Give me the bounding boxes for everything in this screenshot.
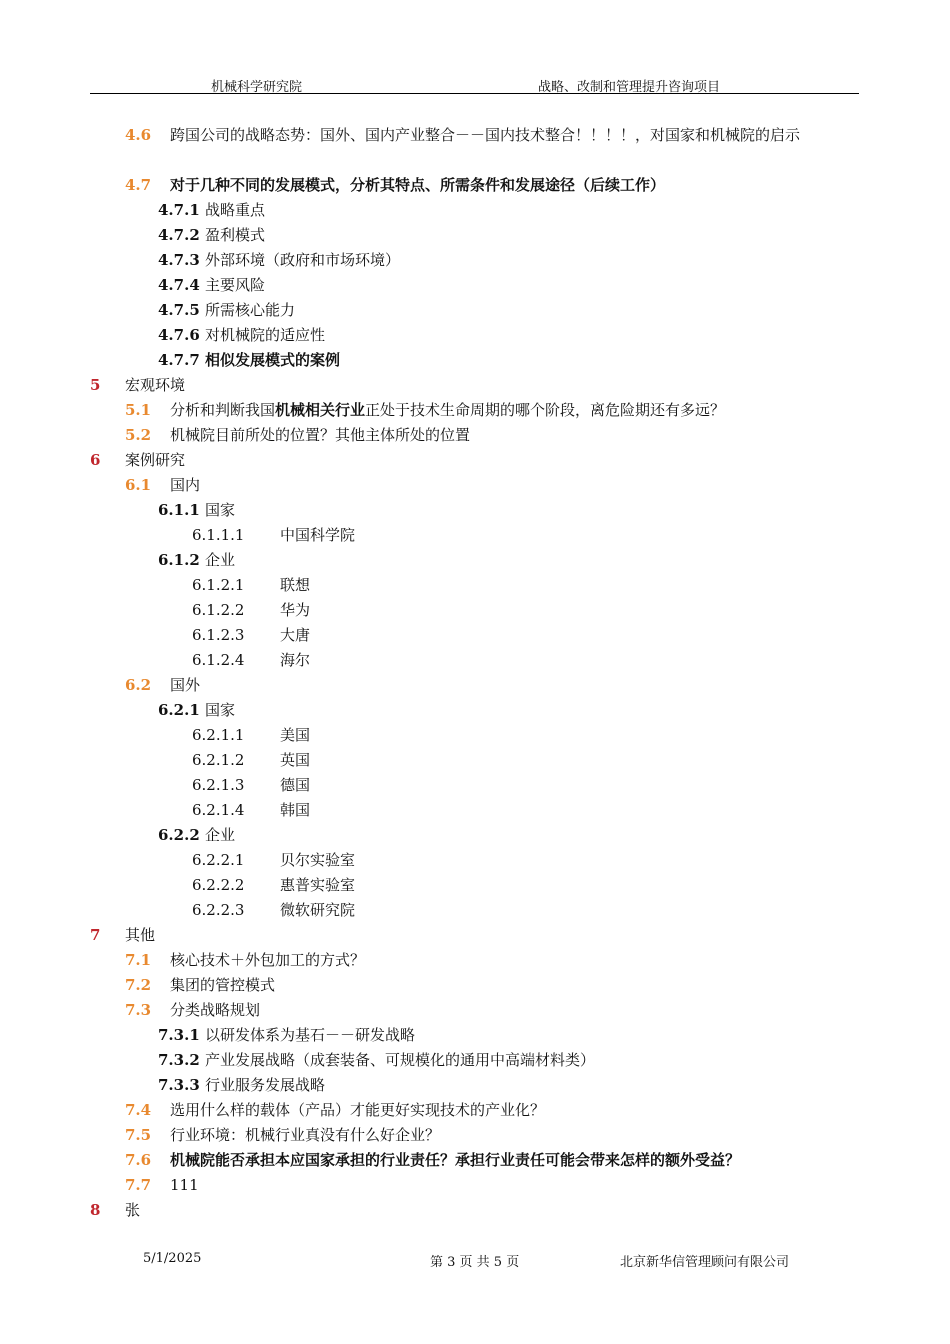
outline-item-text (280, 898, 355, 923)
outline-item-text-part: 案例研究 (125, 451, 186, 469)
outline-item-text (280, 873, 355, 898)
outline-item-text (125, 923, 155, 948)
outline-item-number: 6 (90, 451, 101, 469)
outline-item-text (205, 548, 235, 573)
outline-item-text-part: 宏观环境 (125, 376, 186, 394)
outline-item-text (170, 673, 200, 698)
outline-item-number: 6.2.2 (158, 826, 200, 844)
outline-item-text (280, 848, 355, 873)
outline-item-text-part: 联想 (280, 576, 311, 594)
outline-item-number: 6.2.1.3 (192, 776, 245, 794)
outline-item-text-part: 分类战略规划 (170, 1001, 261, 1019)
outline-item-number: 4.7.4 (158, 276, 200, 294)
footer-date: 5/1/2025 (143, 1251, 202, 1266)
outline-item-text-part: 外部环境（政府和市场环境） (205, 251, 401, 269)
outline-item-number: 7.6 (125, 1151, 152, 1169)
outline-item-text (205, 698, 235, 723)
outline-item-number: 7.3 (125, 1001, 152, 1019)
outline-item-text (280, 748, 310, 773)
outline-item-number: 8 (90, 1201, 101, 1219)
outline-item-text (170, 473, 200, 498)
outline-item-text-part: 战略重点 (205, 201, 266, 219)
outline-item-number: 4.7.5 (158, 301, 200, 319)
outline-item-text (170, 948, 365, 973)
outline-item-text-part: 相似发展模式的案例 (205, 351, 341, 369)
outline-item-text (170, 398, 725, 423)
outline-item-number: 7.3.1 (158, 1026, 200, 1044)
outline-item-text-part: 分析和判断我国 (170, 401, 276, 419)
outline-item-number: 6.1.1 (158, 501, 200, 519)
outline-item-number: 6.2.2.3 (192, 901, 245, 919)
outline-item-text (205, 223, 265, 248)
outline-item-number: 6.2.1.4 (192, 801, 245, 819)
outline-item-number: 6.1.2.4 (192, 651, 245, 669)
outline-item-text (280, 573, 310, 598)
outline-item-text (205, 1048, 595, 1073)
outline-item-number: 4.7.6 (158, 326, 200, 344)
header-org-name: 机械科学研究院 (211, 80, 303, 95)
outline-item-number: 6.2 (125, 676, 152, 694)
outline-item-number: 7.7 (125, 1176, 152, 1194)
outline-item-text-part: 微软研究院 (280, 901, 356, 919)
outline-item-text (205, 198, 265, 223)
outline-item-text (205, 498, 235, 523)
outline-item-text-part: 其他 (125, 926, 156, 944)
outline-item-number: 4.7 (125, 176, 152, 194)
outline-item-text-part: 对于几种不同的发展模式，分析其特点、所需条件和发展途径（后续工作） (170, 176, 666, 194)
outline-item-text-part: 国家 (205, 701, 236, 719)
outline-item-number: 5.1 (125, 401, 152, 419)
outline-item-number: 7.4 (125, 1101, 152, 1119)
outline-item-number: 6.1.2 (158, 551, 200, 569)
header-project-name: 战略、改制和管理提升咨询项目 (538, 80, 721, 95)
outline-item-number: 6.1 (125, 476, 152, 494)
outline-item-text (170, 123, 860, 148)
outline-item-number: 6.2.1 (158, 701, 200, 719)
outline-item-text (125, 1198, 140, 1223)
outline-item-text (170, 1148, 740, 1173)
outline-item-text-part: 英国 (280, 751, 311, 769)
outline-item-text (170, 1173, 199, 1198)
outline-item-number: 5 (90, 376, 101, 394)
outline-item-text-part: 贝尔实验室 (280, 851, 356, 869)
outline-item-text-part: 主要风险 (205, 276, 266, 294)
footer-page-number: 第 3 页 共 5 页 (430, 1255, 520, 1270)
outline-item-text (280, 598, 310, 623)
outline-item-text-part: 企业 (205, 551, 236, 569)
outline-item-number: 6.2.2.1 (192, 851, 245, 869)
outline-item-text-part: 华为 (280, 601, 311, 619)
outline-item-text-part: 国外 (170, 676, 201, 694)
outline-item-text (170, 998, 260, 1023)
outline-item-number: 7.5 (125, 1126, 152, 1144)
outline-item-text (280, 773, 310, 798)
outline-item-text (205, 1023, 415, 1048)
outline-item-text (170, 423, 470, 448)
page-header (90, 76, 859, 94)
outline-item-text-part: 正处于技术生命周期的哪个阶段，离危险期还有多远？ (365, 401, 726, 419)
outline-item-text (125, 448, 185, 473)
outline-item-number: 4.7.1 (158, 201, 200, 219)
outline-item-text (170, 173, 665, 198)
outline-item-text-part: 美国 (280, 726, 311, 744)
outline-item-text-part: 企业 (205, 826, 236, 844)
outline-item-text (205, 348, 340, 373)
outline-item-text-part: 中国科学院 (280, 526, 356, 544)
outline-item-text-part: 机械院目前所处的位置？其他主体所处的位置 (170, 426, 471, 444)
outline-item-text-part: 所需核心能力 (205, 301, 296, 319)
outline-item-text-part: 跨国公司的战略态势：国外、国内产业整合－－国内技术整合！！！！，对国家和机械院的启示 (170, 126, 801, 144)
outline-item-text-part: 对机械院的适应性 (205, 326, 326, 344)
outline-item-text (205, 823, 235, 848)
outline-item-number: 4.7.7 (158, 351, 200, 369)
outline-item-text (205, 298, 295, 323)
outline-item-number: 7 (90, 926, 101, 944)
outline-item-text (170, 1098, 545, 1123)
outline-item-text (280, 523, 355, 548)
outline-item-number: 5.2 (125, 426, 152, 444)
outline-item-number: 6.1.2.2 (192, 601, 245, 619)
outline-item-text-part: 韩国 (280, 801, 311, 819)
outline-item-text-part: 核心技术＋外包加工的方式？ (170, 951, 366, 969)
outline-item-text (280, 648, 310, 673)
outline-item-text-part: 集团的管控模式 (170, 976, 276, 994)
outline-item-text-part: 行业服务发展战略 (205, 1076, 326, 1094)
outline-item-text (280, 723, 310, 748)
outline-item-text-part: 大唐 (280, 626, 311, 644)
outline-item-text-part: 机械院能否承担本应国家承担的行业责任？承担行业责任可能会带来怎样的额外受益？ (170, 1151, 741, 1169)
outline-item-text-part: 选用什么样的载体（产品）才能更好实现技术的产业化？ (170, 1101, 546, 1119)
outline-item-text (125, 373, 185, 398)
outline-item-text-part: 德国 (280, 776, 311, 794)
outline-item-text-part: 盈利模式 (205, 226, 266, 244)
outline-item-number: 6.1.2.3 (192, 626, 245, 644)
outline-item-text-part: 国家 (205, 501, 236, 519)
outline-item-number: 4.7.2 (158, 226, 200, 244)
outline-item-number: 7.2 (125, 976, 152, 994)
outline-item-text (280, 798, 310, 823)
outline-item-text (280, 623, 310, 648)
outline-item-text-part: 产业发展战略（成套装备、可规模化的通用中高端材料类） (205, 1051, 596, 1069)
outline-item-number: 7.3.2 (158, 1051, 200, 1069)
outline-item-number: 6.2.1.1 (192, 726, 245, 744)
outline-item-text (205, 323, 325, 348)
footer-company: 北京新华信管理顾问有限公司 (620, 1255, 790, 1270)
outline-item-text (205, 1073, 325, 1098)
outline-item-number: 6.1.1.1 (192, 526, 245, 544)
outline-item-text (170, 1123, 440, 1148)
outline-item-number: 4.6 (125, 126, 152, 144)
outline-item-text-part: 张 (125, 1201, 141, 1219)
outline-item-number: 7.1 (125, 951, 152, 969)
outline-item-text-part: 惠普实验室 (280, 876, 356, 894)
outline-item-text-part: 111 (170, 1176, 199, 1194)
outline-item-text-part: 机械相关行业 (275, 401, 366, 419)
outline-item-text-part: 以研发体系为基石－－研发战略 (205, 1026, 416, 1044)
outline-item-number: 6.2.1.2 (192, 751, 245, 769)
outline-item-text-part: 海尔 (280, 651, 311, 669)
outline-item-text-part: 国内 (170, 476, 201, 494)
outline-item-number: 4.7.3 (158, 251, 200, 269)
outline-item-number: 6.1.2.1 (192, 576, 245, 594)
outline-item-text (205, 248, 400, 273)
outline-item-text (205, 273, 265, 298)
outline-item-text-part: 行业环境：机械行业真没有什么好企业？ (170, 1126, 441, 1144)
outline-item-number: 7.3.3 (158, 1076, 200, 1094)
outline-item-number: 6.2.2.2 (192, 876, 245, 894)
outline-item-text (170, 973, 275, 998)
